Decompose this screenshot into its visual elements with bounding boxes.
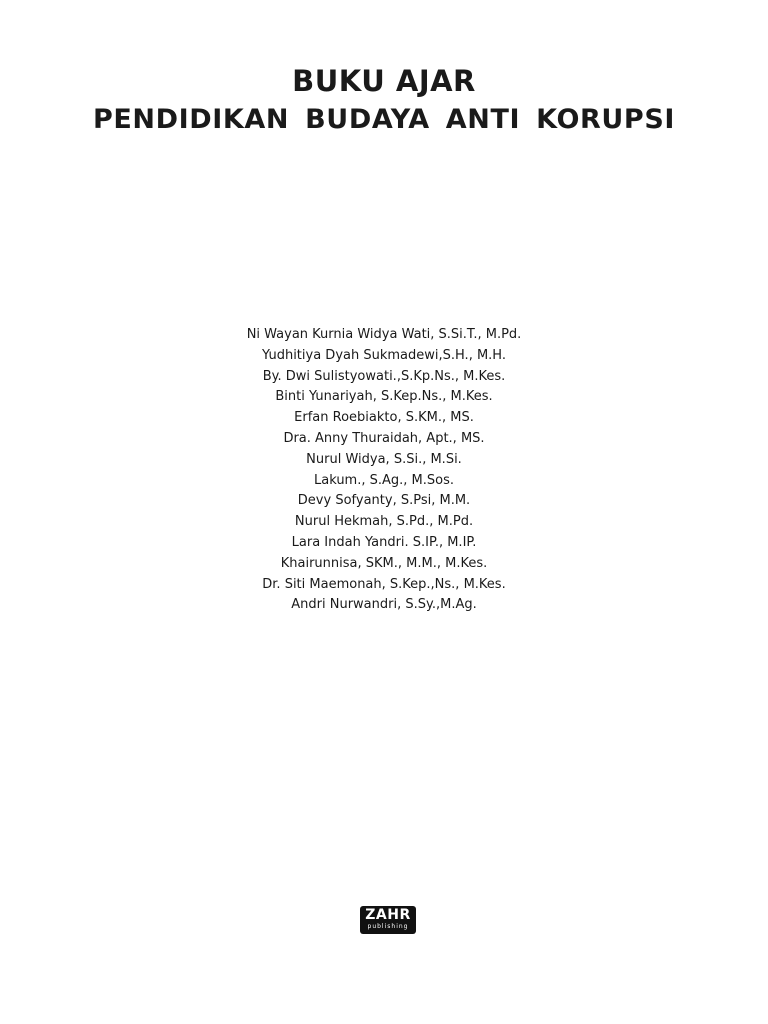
author-name: Dra. Anny Thuraidah, Apt., MS. bbox=[283, 430, 485, 446]
book-title-line2: PENDIDIKAN BUDAYA ANTI KORUPSI bbox=[92, 104, 676, 135]
book-title-line1: BUKU AJAR bbox=[292, 64, 476, 98]
author-name: Lara Indah Yandri. S.IP., M.IP. bbox=[291, 534, 477, 550]
author-name: Lakum., S.Ag., M.Sos. bbox=[313, 472, 455, 488]
book-title bbox=[0, 64, 768, 137]
author-name: Andri Nurwandri, S.Sy.,M.Ag. bbox=[291, 597, 477, 613]
author-name: Ni Wayan Kurnia Widya Wati, S.Si.T., M.Pd. bbox=[246, 327, 522, 342]
author-name: Nurul Hekmah, S.Pd., M.Pd. bbox=[294, 514, 474, 530]
author-name: Binti Yunariyah, S.Kep.Ns., M.Kes. bbox=[275, 389, 493, 405]
author-name: Dr. Siti Maemonah, S.Kep.,Ns., M.Kes. bbox=[262, 576, 506, 592]
author-name: Nurul Widya, S.Si., M.Si. bbox=[306, 451, 462, 467]
author-name: By. Dwi Sulistyowati.,S.Kp.Ns., M.Kes. bbox=[262, 368, 506, 384]
author-name: Khairunnisa, SKM., M.M., M.Kes. bbox=[280, 555, 488, 571]
publisher-logo bbox=[360, 906, 416, 934]
publisher-logo-subtitle: publishing bbox=[367, 923, 409, 930]
author-name: Erfan Roebiakto, S.KM., MS. bbox=[294, 410, 474, 426]
author-name: Yudhitiya Dyah Sukmadewi,S.H., M.H. bbox=[262, 347, 506, 363]
author-name: Devy Sofyanty, S.Psi, M.M. bbox=[297, 493, 471, 509]
publisher-logo-word: ZAHR bbox=[365, 907, 411, 923]
author-list bbox=[0, 325, 768, 616]
